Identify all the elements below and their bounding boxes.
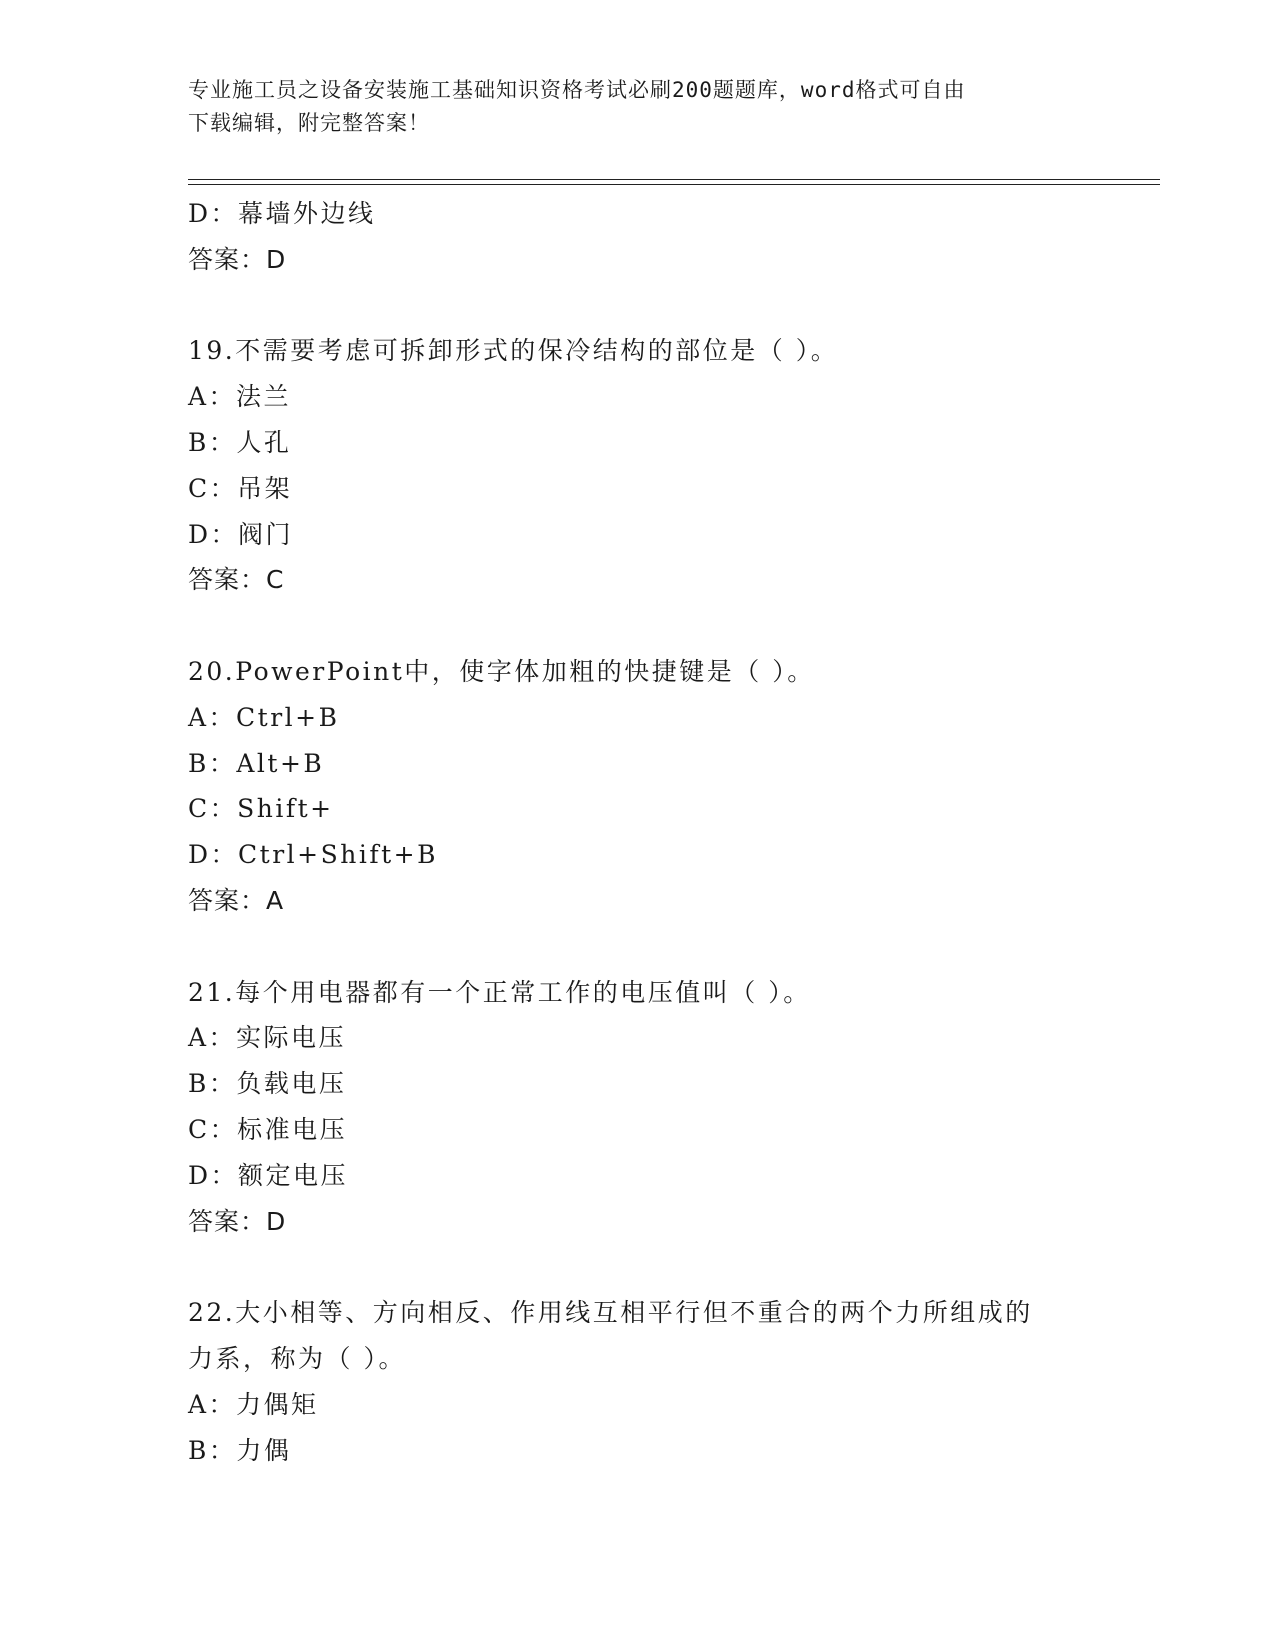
option-b: B：负载电压 [188,1069,347,1099]
spacer [188,924,1148,970]
answer-carryover: 答案：D [188,244,287,274]
question-stem-line-1: 22.大小相等、方向相反、作用线互相平行但不重合的两个力所组成的 [188,1298,1033,1328]
option-a: A：Ctrl+B [188,702,340,732]
header-divider-bottom [188,184,1160,185]
option-c: C：吊架 [188,473,293,503]
question-22 [188,1290,1148,1473]
question-stem: 21.每个用电器都有一个正常工作的电压值叫（ ）。 [188,977,811,1007]
question-list [188,191,1148,1473]
option-a: A：力偶矩 [188,1389,319,1419]
option-a: A：法兰 [188,382,292,412]
answer: 答案：D [188,1206,287,1236]
question-20 [188,649,1148,924]
header-line-1: 专业施工员之设备安装施工基础知识资格考试必刷200题题库，word格式可自由 [188,78,966,102]
spacer [188,283,1148,329]
option-b: B：人孔 [188,427,292,457]
option-b: B：力偶 [188,1435,292,1465]
option-d: D：额定电压 [188,1160,349,1190]
header-divider-top [188,179,1160,180]
answer: 答案：C [188,565,285,595]
answer: 答案：A [188,885,285,915]
header-line-2: 下载编辑，附完整答案！ [188,111,430,135]
option-a: A：实际电压 [188,1023,347,1053]
question-stem: 20.PowerPoint中，使字体加粗的快捷键是（ ）。 [188,656,815,686]
question-19 [188,328,1148,603]
question-stem: 19.不需要考虑可拆卸形式的保冷结构的部位是（ ）。 [188,336,839,366]
question-stem-line-2: 力系，称为（ ）。 [188,1343,406,1373]
spacer [188,1244,1148,1290]
option-c: C：Shift+ [188,794,334,824]
document-header [188,74,1088,140]
option-b: B：Alt+B [188,748,325,778]
option-d: D：Ctrl+Shift+B [188,840,438,870]
option-d-carryover: D：幕墙外边线 [188,199,376,228]
question-21 [188,970,1148,1245]
option-d: D：阀门 [188,519,294,549]
option-c: C：标准电压 [188,1114,348,1144]
spacer [188,603,1148,649]
